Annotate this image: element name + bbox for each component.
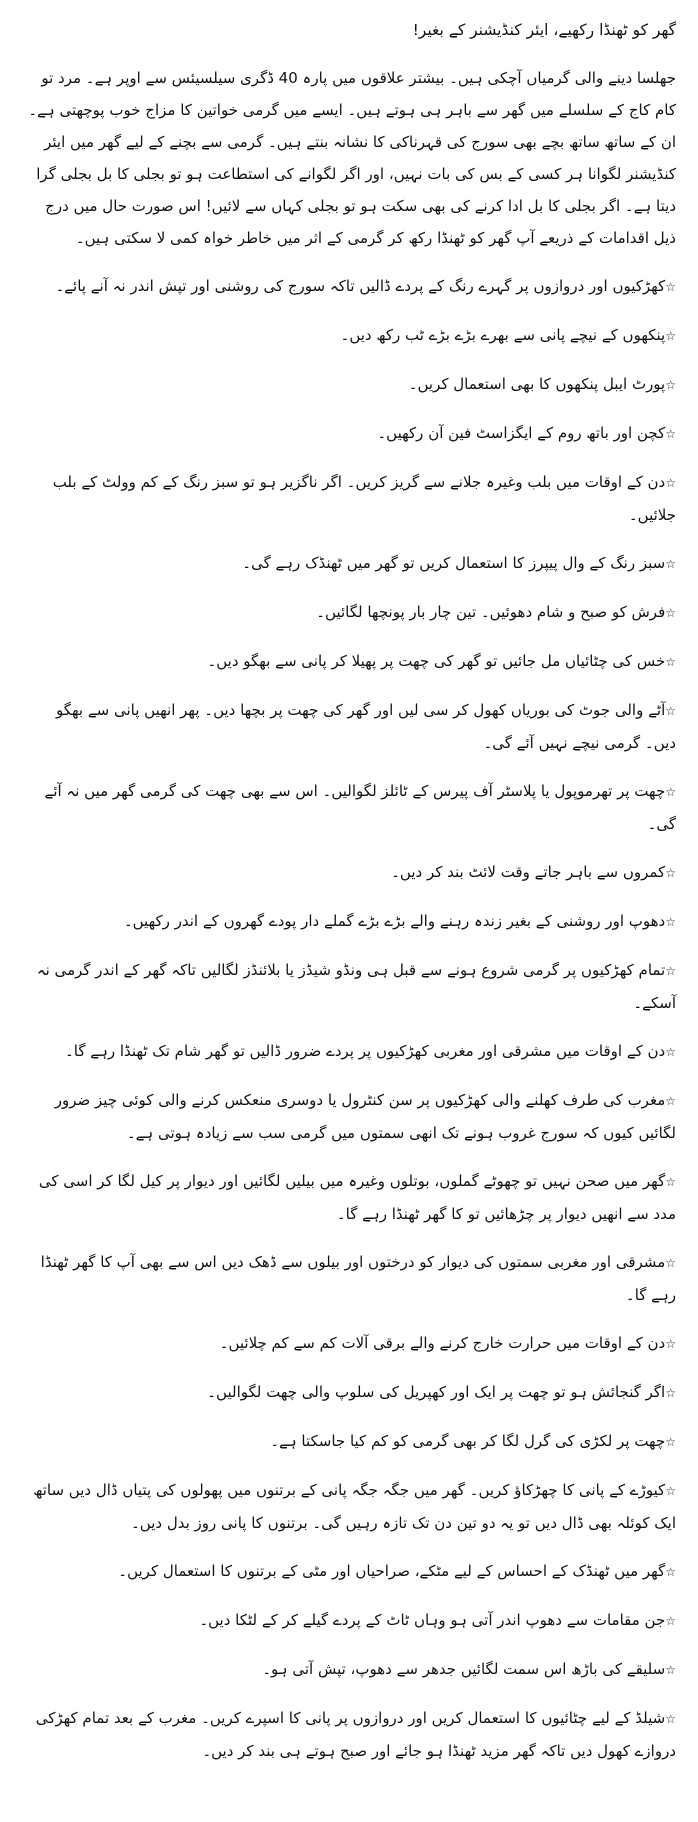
tip-item <box>22 1084 676 1149</box>
tip-text: گھر میں ٹھنڈک کے احساس کے لیے مٹکے، صراحیاں اور مٹی کے برتنوں کا استعمال کریں۔ <box>118 1562 666 1580</box>
tip-text: پنکھوں کے نیچے پانی سے بھرے بڑے بڑے ٹب رکھ دیں۔ <box>340 326 666 344</box>
star-icon: ☆ <box>665 866 676 880</box>
tip-text: گھر میں صحن نہیں تو چھوٹے گملوں، بوتلوں وغیرہ میں بیلیں لگائیں اور دیوار پر کیل لگا کر اسی کی مدد سے انھیں دیوار پر چڑھائیں تو کا گھر ٹھنڈا رہے گا۔ <box>38 1172 676 1223</box>
tip-item <box>22 1653 676 1686</box>
tip-text: دن کے اوقات میں حرارت خارج کرنے والے برقی آلات کم سے کم چلائیں۔ <box>219 1334 666 1352</box>
star-icon: ☆ <box>665 606 676 620</box>
star-icon: ☆ <box>665 557 676 571</box>
tip-item <box>22 775 676 840</box>
tip-text: کیوڑے کے پانی کا چھڑکاؤ کریں۔ گھر میں جگہ جگہ پانی کے برتنوں میں پھولوں کی پتیاں ڈال دیں ساتھ ایک کوئلہ بھی ڈال دیں تو یہ دو تین دن تک تازہ رہیں گی۔ برتنوں کا پانی روز بدل دیں۔ <box>33 1481 676 1532</box>
tip-text: مشرقی اور مغربی سمتوں کی دیوار کو درختوں اور بیلوں سے ڈھک دیں اس سے بھی آپ کا گھر ٹھنڈا رہے گا۔ <box>40 1253 676 1304</box>
star-icon: ☆ <box>665 655 676 669</box>
star-icon: ☆ <box>665 785 676 799</box>
star-icon: ☆ <box>665 1094 676 1108</box>
star-icon: ☆ <box>665 1256 676 1270</box>
tip-item <box>22 1165 676 1230</box>
star-icon: ☆ <box>665 1435 676 1449</box>
tip-text: کمروں سے باہر جاتے وقت لائٹ بند کر دیں۔ <box>391 863 666 881</box>
tip-text: دھوپ اور روشنی کے بغیر زندہ رہنے والے بڑے بڑے گملے دار پودے گھروں کے اندر رکھیں۔ <box>123 912 666 930</box>
tip-text: کھڑکیوں اور دروازوں پر گہرے رنگ کے پردے ڈالیں تاکہ سورج کی روشنی اور تپش اندر نہ آنے پائے۔ <box>55 277 666 295</box>
tip-item <box>22 1327 676 1360</box>
tip-text: چھت پر تھرموپول یا پلاسٹر آف پیرس کے ٹائلز لگوالیں۔ اس سے بھی چھت کی گرمی گھر میں نہ آئے گی۔ <box>44 782 676 833</box>
star-icon: ☆ <box>665 704 676 718</box>
tip-text: پورٹ ایبل پنکھوں کا بھی استعمال کریں۔ <box>408 375 666 393</box>
star-icon: ☆ <box>665 427 676 441</box>
tip-item <box>22 547 676 580</box>
tip-item <box>22 1474 676 1539</box>
star-icon: ☆ <box>665 1045 676 1059</box>
tip-text: سلیقے کی باڑھ اس سمت لگائیں جدھر سے دھوپ، تپش آتی ہو۔ <box>262 1660 666 1678</box>
star-icon: ☆ <box>665 1663 676 1677</box>
tip-text: تمام کھڑکیوں پر گرمی شروع ہونے سے قبل ہی ونڈو شیڈز یا بلائنڈز لگالیں تاکہ گھر کے اندر گرمی نہ آسکے۔ <box>36 961 676 1012</box>
tip-item <box>22 1555 676 1588</box>
tip-item <box>22 1246 676 1311</box>
tip-text: شیلڈ کے لیے چٹائیوں کا استعمال کریں اور دروازوں پر پانی کا اسپرے کریں۔ مغرب کے بعد تمام کھڑکی دروازے کھول دیں تاکہ گھر مزید ٹھنڈا ہو جائے اور صبح ہوتے ہی بند کر دیں۔ <box>35 1709 676 1760</box>
star-icon: ☆ <box>665 1614 676 1628</box>
tip-item <box>22 856 676 889</box>
tip-item <box>22 368 676 401</box>
star-icon: ☆ <box>665 964 676 978</box>
star-icon: ☆ <box>665 280 676 294</box>
star-icon: ☆ <box>665 378 676 392</box>
tips-list <box>22 270 676 1767</box>
tip-item <box>22 905 676 938</box>
star-icon: ☆ <box>665 329 676 343</box>
tip-text: جن مقامات سے دھوپ اندر آتی ہو وہاں ٹاٹ کے پردے گیلے کر کے لٹکا دیں۔ <box>199 1611 666 1629</box>
tip-item <box>22 319 676 352</box>
tip-item <box>22 417 676 450</box>
tip-item <box>22 694 676 759</box>
tip-text: آٹے والی جوٹ کی بوریاں کھول کر سی لیں اور گھر کی چھت پر بچھا دیں۔ پھر انھیں پانی سے بھگو دیں۔ گرمی نیچے نہیں آئے گی۔ <box>55 701 676 752</box>
tip-text: دن کے اوقات میں بلب وغیرہ جلانے سے گریز کریں۔ اگر ناگزیر ہو تو سبز رنگ کے کم وولٹ کے بلب جلائیں۔ <box>52 473 676 524</box>
tip-item <box>22 1702 676 1767</box>
tip-text: اگر گنجائش ہو تو چھت پر ایک اور کھپریل کی سلوپ والی چھت لگوالیں۔ <box>207 1383 666 1401</box>
star-icon: ☆ <box>665 1337 676 1351</box>
tip-item <box>22 1425 676 1458</box>
tip-item <box>22 466 676 531</box>
tip-item <box>22 596 676 629</box>
tip-item <box>22 645 676 678</box>
tip-text: چھت پر لکڑی کی گرل لگا کر بھی گرمی کو کم کیا جاسکتا ہے۔ <box>270 1432 666 1450</box>
tip-item <box>22 1376 676 1409</box>
tip-item <box>22 1604 676 1637</box>
star-icon: ☆ <box>665 1565 676 1579</box>
star-icon: ☆ <box>665 476 676 490</box>
star-icon: ☆ <box>665 1484 676 1498</box>
tip-item <box>22 270 676 303</box>
star-icon: ☆ <box>665 1386 676 1400</box>
tip-text: مغرب کی طرف کھلنے والی کھڑکیوں پر سن کنٹرول یا دوسری منعکس کرنے والی کوئی چیز ضرور لگائیں کیوں کہ سورج غروب ہونے تک انھی سمتوں میں گرمی سب سے زیادہ ہوتی ہے۔ <box>54 1091 676 1142</box>
tip-text: خس کی چٹائیاں مل جائیں تو گھر کی چھت پر پھیلا کر پانی سے بھگو دیں۔ <box>207 652 666 670</box>
star-icon: ☆ <box>665 1712 676 1726</box>
tip-text: کچن اور باتھ روم کے ایگزاسٹ فین آن رکھیں۔ <box>377 424 666 442</box>
star-icon: ☆ <box>665 915 676 929</box>
star-icon: ☆ <box>665 1175 676 1189</box>
tip-item <box>22 1035 676 1068</box>
article-title: گھر کو ٹھنڈا رکھیے، ایئر کنڈیشنر کے بغیر! <box>412 21 676 39</box>
tip-text: دن کے اوقات میں مشرقی اور مغربی کھڑکیوں پر پردے ضرور ڈالیں تو گھر شام تک ٹھنڈا رہے گا۔ <box>65 1042 666 1060</box>
tip-text: سبز رنگ کے وال پیپرز کا استعمال کریں تو گھر میں ٹھنڈک رہے گی۔ <box>242 554 666 572</box>
tip-text: فرش کو صبح و شام دھوئیں۔ تین چار بار پونچھا لگائیں۔ <box>316 603 666 621</box>
article-intro: جھلسا دینے والی گرمیاں آچکی ہیں۔ بیشتر علاقوں میں پارہ 40 ڈگری سیلسیئس سے اوپر ہے۔ مرد تو کام کاج کے سلسلے میں گھر سے باہر ہی ہوتے ہیں۔ ایسے میں گرمی خواتین کا مزاج خوب پوچھتی ہے۔ ان کے ساتھ ساتھ بچے بھی سورج کی قہرناکی کا نشانہ بنتے ہیں۔ گرمی سے بچنے کے لیے گھر میں ایئر کنڈیشنر لگوانا ہر کسی کے بس کی بات نہیں، اور اگر لگوانے کی استطاعت ہو تو بجلی کا بل بجلی گرا دیتا ہے۔ اگر بجلی کا بل ادا کرنے کی بھی سکت ہو تو بجلی کہاں سے لائیں! اس صورت حال میں درج ذیل اقدامات کے ذریعے آپ گھر کو ٹھنڈا رکھ کر گرمی کے اثر میں خاطر خواہ کمی لا سکتی ہیں۔ <box>28 69 676 247</box>
tip-item <box>22 954 676 1019</box>
